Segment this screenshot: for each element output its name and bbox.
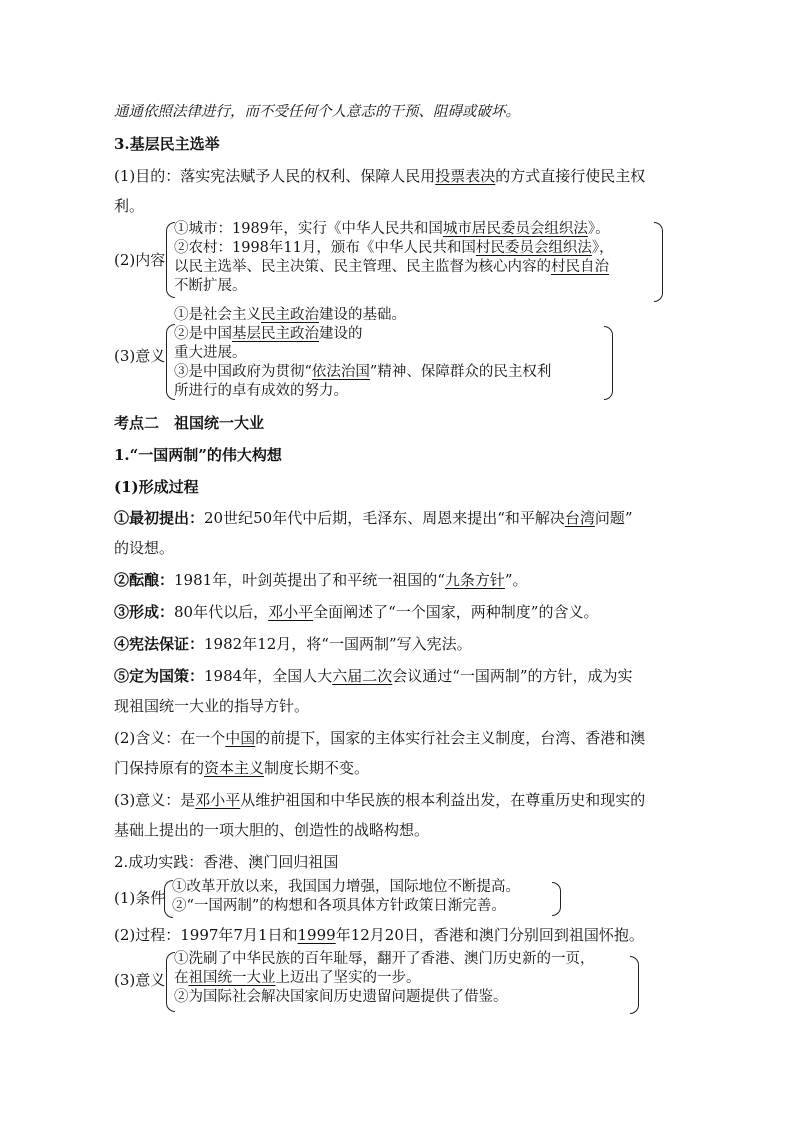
- significance-1-cont: 在祖国统一大业上迈出了坚实的一步。: [174, 970, 421, 986]
- heading-practice: 2.成功实践：香港、澳门回归祖国: [114, 853, 339, 871]
- content-bracket-block: [114, 220, 674, 300]
- formation-step-2: ②酝酿：1981年，叶剑英提出了和平统一祖国的“九条方针”。: [114, 571, 528, 589]
- meaning-3: ③是中国政府为贯彻“依法治国”精神、保障群众的民主权利: [174, 364, 552, 380]
- formation-step-1-cont: 的设想。: [114, 539, 175, 557]
- meaning-2-cont: 重大进展。: [174, 345, 247, 361]
- content-city: ①城市：1989年，实行《中华人民共和国城市居民委员会组织法》。: [174, 221, 610, 237]
- significance-1: ①洗刷了中华民族的百年耻辱，翻开了香港、澳门历史新的一页，: [174, 951, 595, 967]
- conditions-bracket-block: [114, 878, 564, 918]
- formation-step-1: ①最初提出：20世纪50年代中后期，毛泽东、周恩来提出“和平解决台湾问题”: [114, 509, 633, 527]
- right-brace: [630, 956, 639, 1014]
- right-brace: [552, 882, 561, 916]
- content-village-end: 不断扩展。: [174, 278, 247, 294]
- purpose-line-cont: 利。: [114, 197, 145, 215]
- heading-grassroots-election: 3.基层民主选举: [114, 135, 220, 153]
- condition-1: ①改革开放以来，我国国力增强，国际地位不断提高。: [172, 879, 520, 895]
- meaning-label: (3)意义: [114, 347, 166, 365]
- formation-step-3: ③形成：80年代以后，邓小平全面阐述了“一个国家，两种制度”的含义。: [114, 603, 599, 621]
- content-village-cont: 以民主选举、民主决策、民主管理、民主监督为核心内容的村民自治: [174, 259, 609, 275]
- formation-step-4: ④宪法保证：1982年12月，将“一国两制”写入宪法。: [114, 635, 472, 653]
- purpose-line: (1)目的：落实宪法赋予人民的权利、保障人民用投票表决的方式直接行使民主权: [114, 167, 646, 185]
- significance-label: (3)意义: [114, 971, 166, 989]
- significance-bracket-block: [114, 950, 644, 1012]
- right-brace: [604, 326, 613, 400]
- meaning-2: ②是中国基层民主政治建设的: [174, 326, 363, 342]
- section-title-reunification: 考点二 祖国统一大业: [114, 414, 265, 432]
- significance-2: ②为国际社会解决国家间历史遗留问题提供了借鉴。: [174, 989, 508, 1005]
- formation-step-5: ⑤定为国策：1984年，全国人大六届二次会议通过“一国两制”的方针，成为实: [114, 667, 633, 685]
- content-village: ②农村：1998年11月，颁布《中华人民共和国村民委员会组织法》，: [174, 240, 614, 256]
- right-brace: [654, 222, 663, 302]
- connotation-line: (2)含义：在一个中国的前提下，国家的主体实行社会主义制度，台湾、香港和澳: [114, 729, 646, 747]
- condition-2: ②“一国两制”的构想和各项具体方针政策日渐完善。: [172, 898, 506, 914]
- heading-formation: (1)形成过程: [114, 478, 199, 496]
- significance-line: (3)意义：是邓小平从维护祖国和中华民族的根本利益出发，在尊重历史和现实的: [114, 791, 646, 809]
- meaning-bracket-block: [114, 306, 614, 402]
- connotation-line-cont: 门保持原有的资本主义制度长期不变。: [114, 759, 370, 777]
- continued-text: 通通依照法律进行，而不受任何个人意志的干预、阻碍或破坏。: [114, 104, 520, 120]
- process-line: (2)过程：1997年7月1日和1999年12月20日，香港和澳门分别回到祖国怀抱。: [114, 926, 644, 944]
- heading-one-country-two-systems: 1.“一国两制”的伟大构想: [114, 446, 282, 464]
- formation-step-5-cont: 现祖国统一大业的指导方针。: [114, 697, 310, 715]
- meaning-3-cont: 所进行的卓有成效的努力。: [174, 383, 348, 399]
- meaning-1: ①是社会主义民主政治建设的基础。: [174, 307, 406, 323]
- significance-line-cont: 基础上提出的一项大胆的、创造性的战略构想。: [114, 821, 430, 839]
- conditions-label: (1)条件: [114, 889, 166, 907]
- content-label: (2)内容: [114, 251, 166, 269]
